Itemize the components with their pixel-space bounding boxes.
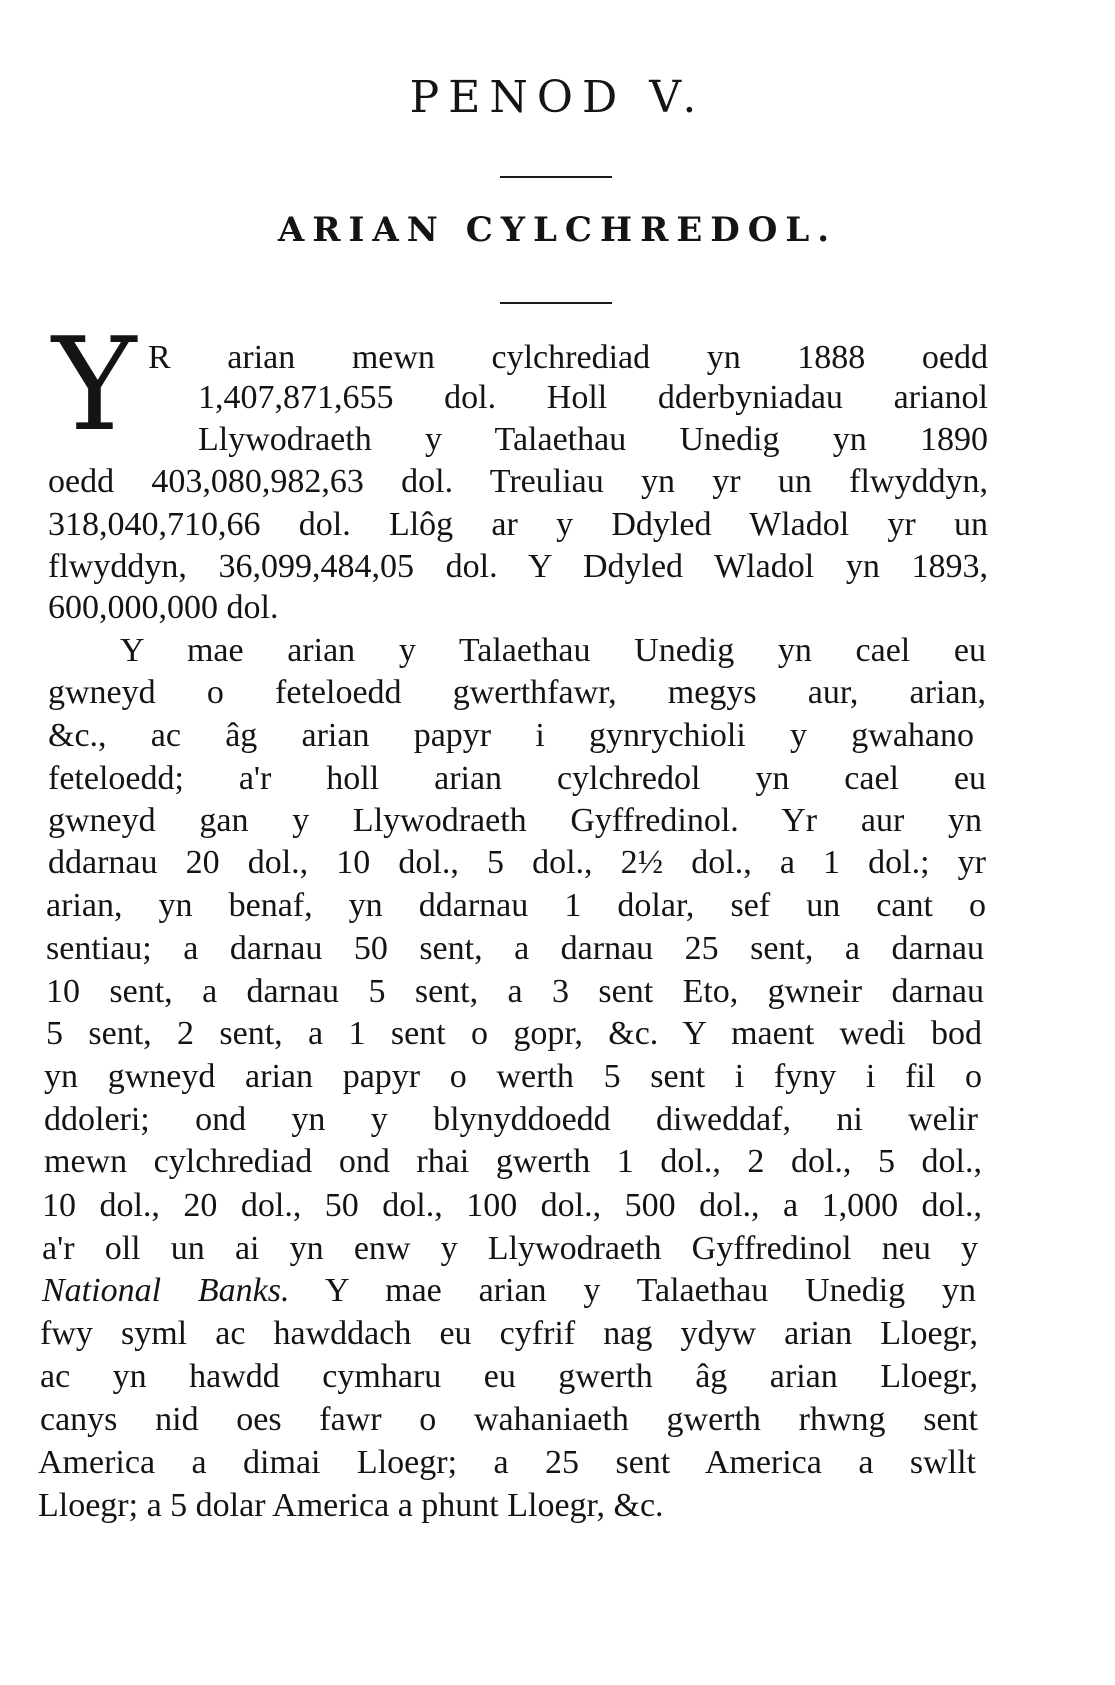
text-line-4: oedd 403,080,982,63 dol. Treuliau yn yr un flwyddyn, xyxy=(48,463,988,500)
text-line-8: Y mae arian y Talaethau Unedig yn cael eu xyxy=(120,632,986,669)
text-line-27: America a dimai Lloegr; a 25 sent America a swllt xyxy=(38,1444,976,1481)
text-line-3: Llywodraeth y Talaethau Unedig yn 1890 xyxy=(198,421,988,458)
text-line-24: fwy syml ac hawddach eu cyfrif nag ydyw arian Lloegr, xyxy=(40,1315,978,1352)
text-line-21: 10 dol., 20 dol., 50 dol., 100 dol., 500 dol., a 1,000 dol., xyxy=(42,1187,982,1224)
text-line-23-rest: Y mae arian y Talaethau Unedig yn xyxy=(289,1272,976,1309)
text-line-28: Lloegr; a 5 dolar America a phunt Lloegr, &c. xyxy=(38,1487,664,1524)
text-line-1: R arian mewn cylchrediad yn 1888 oedd xyxy=(148,339,988,376)
text-line-16: 10 sent, a darnau 5 sent, a 3 sent Eto, gwneir darnau xyxy=(46,973,984,1010)
text-line-17: 5 sent, 2 sent, a 1 sent o gopr, &c. Y maent wedi bod xyxy=(46,1015,982,1052)
text-line-2: 1,407,871,655 dol. Holl dderbyniadau arianol xyxy=(198,379,988,416)
text-line-14: arian, yn benaf, yn ddarnau 1 dolar, sef un cant o xyxy=(46,887,986,924)
heading-rule-bottom xyxy=(500,302,612,304)
text-line-26: canys nid oes fawr o wahaniaeth gwerth rhwng sent xyxy=(40,1401,978,1438)
text-line-12: gwneyd gan y Llywodraeth Gyffredinol. Yr aur yn xyxy=(48,802,982,839)
italic-phrase: National Banks. xyxy=(42,1272,290,1309)
chapter-title: ARIAN CYLCHREDOL. xyxy=(277,210,838,250)
text-line-7: 600,000,000 dol. xyxy=(48,589,279,626)
text-line-13: ddarnau 20 dol., 10 dol., 5 dol., 2½ dol., a 1 dol.; yr xyxy=(48,844,986,881)
text-line-10: &c., ac âg arian papyr i gynrychioli y gwahano xyxy=(48,717,974,754)
text-line-5: 318,040,710,66 dol. Llôg ar y Ddyled Wladol yr un xyxy=(48,506,988,543)
text-line-25: ac yn hawdd cymharu eu gwerth âg arian Lloegr, xyxy=(40,1358,978,1395)
chapter-heading: PENOD V. xyxy=(409,72,706,123)
text-line-19: ddoleri; ond yn y blynyddoedd diweddaf, ni welir xyxy=(44,1101,978,1138)
text-line-20: mewn cylchrediad ond rhai gwerth 1 dol., 2 dol., 5 dol., xyxy=(44,1143,982,1180)
text-line-6: flwyddyn, 36,099,484,05 dol. Y Ddyled Wladol yn 1893, xyxy=(48,548,988,585)
text-line-23 xyxy=(42,1271,976,1311)
text-line-18: yn gwneyd arian papyr o werth 5 sent i fyny i fil o xyxy=(44,1058,982,1095)
text-line-9: gwneyd o feteloedd gwerthfawr, megys aur, arian, xyxy=(48,674,986,711)
text-line-11: feteloedd; a'r holl arian cylchredol yn cael eu xyxy=(48,760,986,797)
heading-rule-top xyxy=(500,176,612,178)
text-line-15: sentiau; a darnau 50 sent, a darnau 25 sent, a darnau xyxy=(46,930,984,967)
drop-cap: Y xyxy=(52,311,137,460)
text-line-22: a'r oll un ai yn enw y Llywodraeth Gyffredinol neu y xyxy=(42,1230,978,1267)
